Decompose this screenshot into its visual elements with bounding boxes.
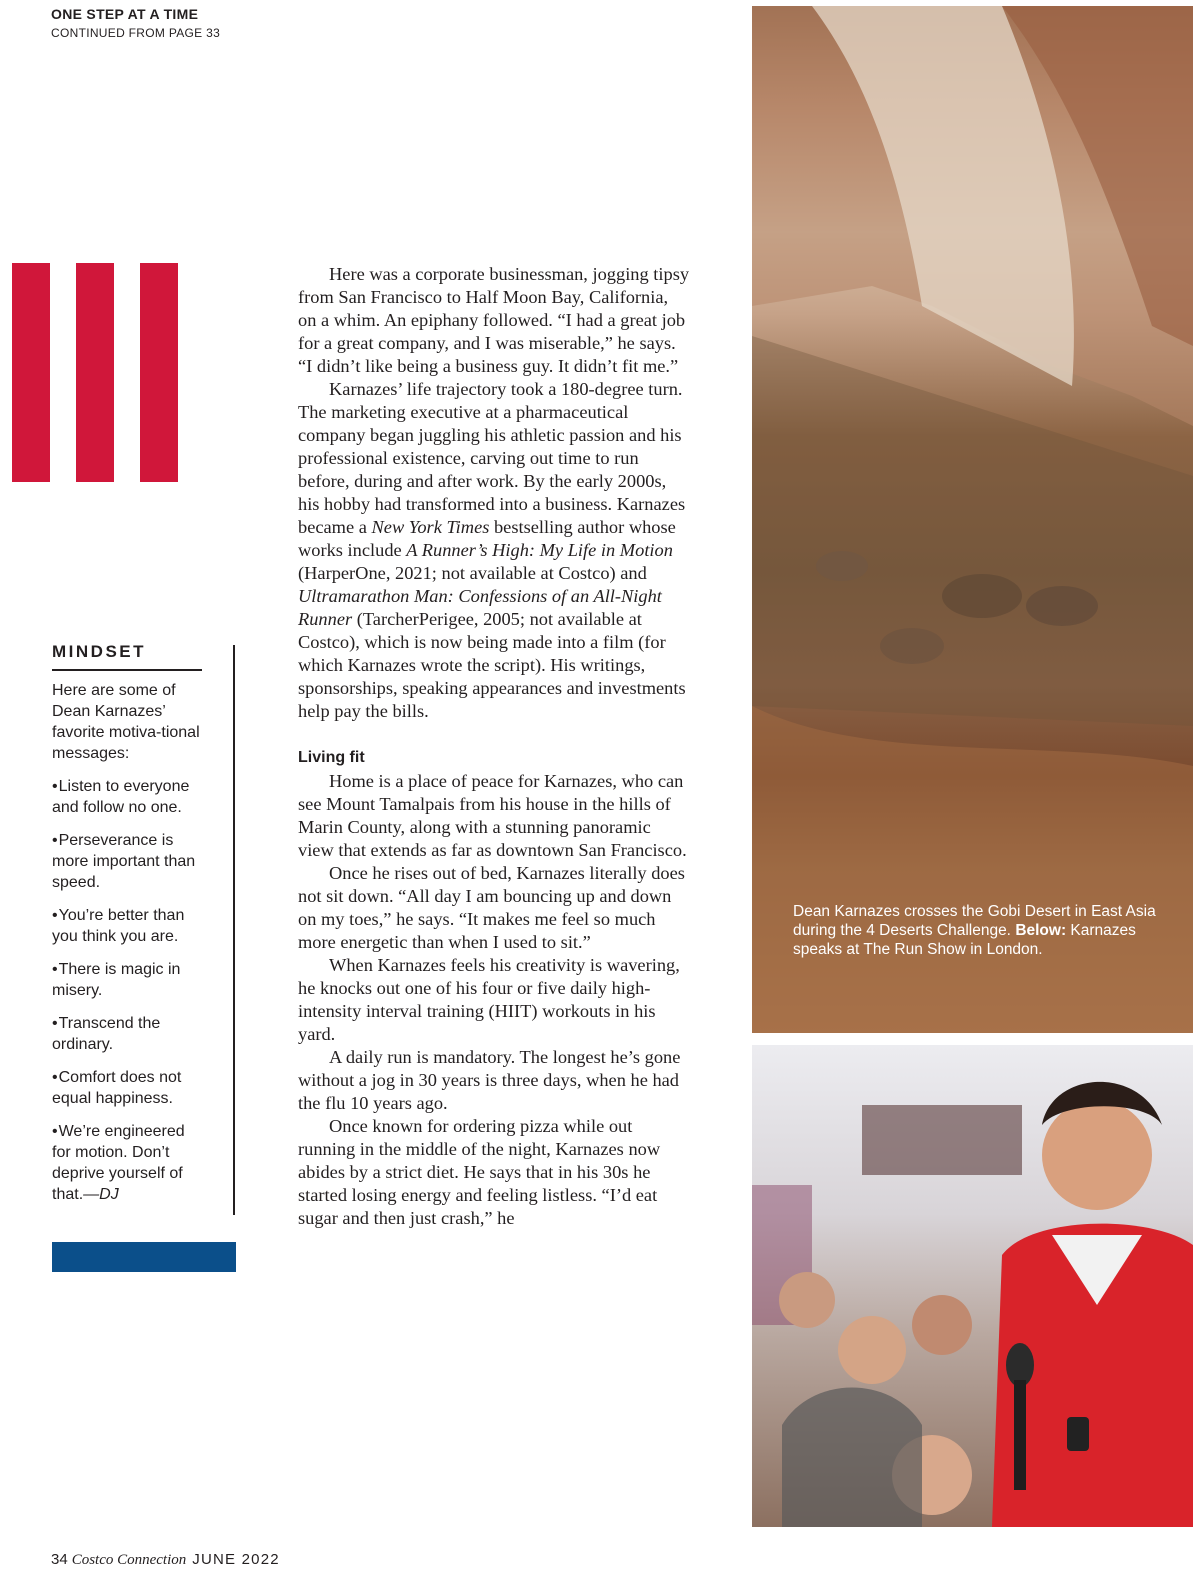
list-item: • Listen to everyone and follow no one. [52,776,205,818]
list-item: • Comfort does not equal happiness. [52,1067,205,1109]
sidebar-list [52,776,205,1205]
speaker-illustration [752,1045,1193,1527]
publication-title: New York Times [371,517,490,537]
red-bar [12,263,50,482]
canyon-illustration [752,6,1193,1033]
continued-from: CONTINUED FROM PAGE 33 [51,26,221,40]
list-item: • You’re better than you think you are. [52,905,205,947]
kicker [51,6,220,40]
list-item: • Transcend the ordinary. [52,1013,205,1055]
book-title: Ultramarathon Man: Confessions of an All-Night Runner [298,586,662,629]
photo-caption: Dean Karnazes crosses the Gobi Desert in East Asia during the 4 Deserts Challenge. Below: Karnazes speaks at The Run Show in London. [793,903,1156,958]
sidebar-title: MINDSET [52,642,202,671]
article-paragraph: Here was a corporate businessman, jogging tipsy from San Francisco to Half Moon Bay, California, on a whim. An epiphany followed. “I had a great job for a great company, and I was miserable,” he says. “I didn’t like being a business guy. It didn’t fit me.” [298,264,690,376]
run-show-photo [752,1045,1193,1527]
issue-date: JUNE 2022 [192,1551,280,1568]
book-title: A Runner’s High: My Life in Motion [406,540,673,560]
article-paragraph: Once known for ordering pizza while out running in the middle of the night, Karnazes now abides by a strict diet. He says that in his 30s he started losing energy and feeling listless. “I’d eat sugar and then just crash,” he [298,1116,661,1228]
article-paragraph: Once he rises out of bed, Karnazes literally does not sit down. “All day I am bouncing up and down on my toes,” he says. “It makes me feel so much more energetic than when I used to sit.” [298,863,685,952]
article-paragraph: A daily run is mandatory. The longest he’s gone without a jog in 30 years is three days, when he had the flu 10 years ago. [298,1047,681,1113]
sidebar-blue-block [52,1242,236,1272]
article-paragraph: Karnazes’ life trajectory took a 180-degree turn. The marketing executive at a pharmaceutical company began juggling his athletic passion and his professional existence, carving out time to run before, during and after work. By the early 2000s, his hobby had transformed into a business. Karnazes became a New York Times bestselling author whose works include A Runner’s High: My Life in Motion (HarperOne, 2021; not available at Costco) and Ultramarathon Man: Confessions of an All-Night Runner (TarcherPerigee, 2005; not available at Costco), which is now being made into a film (for which Karnazes wrote the script). His writings, sponsorships, speaking appearances and investments help pay the bills. [298,379,686,721]
folio [51,1551,280,1569]
sidebar-divider [233,645,235,1215]
decorative-red-bars [12,263,179,482]
list-item: • We’re engineered for motion. Don’t deprive yourself of that.—DJ [52,1121,205,1205]
mindset-sidebar [52,642,205,1205]
sidebar-intro: Here are some of Dean Karnazes’ favorite motiva-tional messages: [52,682,200,762]
list-item: • There is magic in misery. [52,959,205,1001]
article-paragraph: Home is a place of peace for Karnazes, who can see Mount Tamalpais from his house in the hills of Marin County, along with a stunning panoramic view that extends as far as downtown San Francisco. [298,771,687,860]
list-item: • Perseverance is more important than speed. [52,830,205,893]
red-bar [140,263,178,482]
section-label: ONE STEP AT A TIME [51,6,199,22]
sidebar-signature: —DJ [83,1186,119,1203]
article-body [298,263,690,1230]
caption-label: Below: [1015,922,1067,939]
publication-name: Costco Connection [71,1552,187,1568]
page-number: 34 [51,1551,68,1568]
article-paragraph: When Karnazes feels his creativity is wavering, he knocks out one of his four or five daily high-intensity interval training (HIIT) workouts in his yard. [298,955,680,1044]
red-bar [76,263,114,482]
desert-canyon-photo [752,6,1193,1033]
subhead: Living fit [298,749,365,766]
